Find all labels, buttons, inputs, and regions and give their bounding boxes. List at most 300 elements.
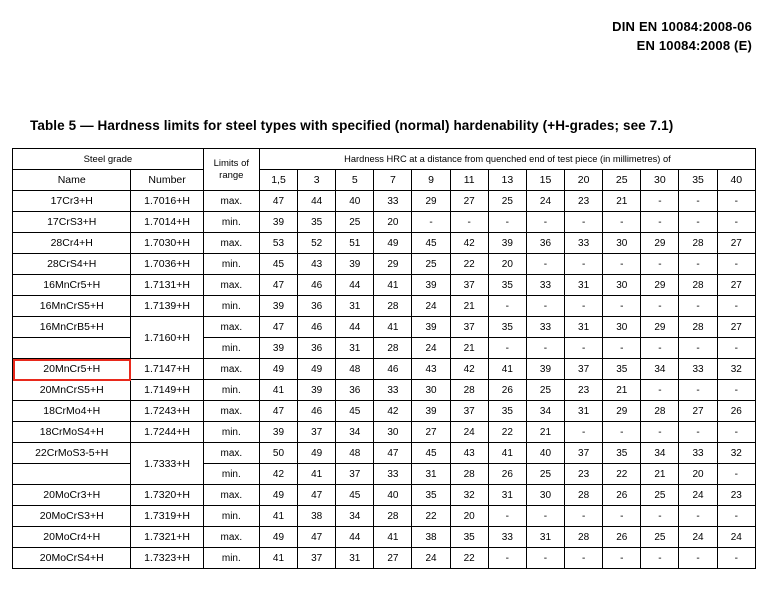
limit-of-range-cell: min. [203,548,259,569]
hardness-value-cell: 21 [450,338,488,359]
hardness-value-cell: 29 [603,401,641,422]
hardness-value-cell: 35 [603,359,641,380]
steel-grade-name-cell [13,359,131,380]
hardness-value-cell: - [641,254,679,275]
hardness-value-cell: - [679,212,717,233]
hardness-value-cell: 39 [259,212,297,233]
hardness-value-cell: 25 [336,212,374,233]
hardness-value-cell: - [488,506,526,527]
hardness-value-cell: 29 [641,275,679,296]
hardness-value-cell: - [717,191,755,212]
table-row [13,254,756,275]
hardness-value-cell: 44 [336,527,374,548]
hardness-value-cell: 47 [259,401,297,422]
steel-grade-name: 17CrS3+H [47,216,97,228]
steel-grade-number-cell: 1.7147+H [131,359,203,380]
hardness-value-cell: - [603,254,641,275]
hardness-value-cell: 41 [374,317,412,338]
hardness-value-cell: - [641,338,679,359]
hardness-value-cell: 52 [298,233,336,254]
hardness-value-cell: 40 [336,191,374,212]
steel-grade-name: 20MnCr5+H [43,363,101,375]
table-row [13,317,756,338]
hardness-value-cell: - [679,380,717,401]
hardness-value-cell: - [565,338,603,359]
hardness-value-cell: 33 [565,233,603,254]
steel-grade-number-cell: 1.7131+H [131,275,203,296]
hardness-value-cell: 37 [450,275,488,296]
hardness-value-cell: - [603,422,641,443]
hardness-value-cell: 36 [298,338,336,359]
hardness-value-cell: 27 [717,275,755,296]
table-row [13,212,756,233]
hardness-value-cell: 34 [641,443,679,464]
hardness-value-cell: - [679,338,717,359]
steel-grade-name-cell [13,401,131,422]
steel-grade-name: 22CrMoS3-5+H [35,447,109,459]
steel-grade-name-cell [13,527,131,548]
hardness-value-cell: 34 [336,422,374,443]
hardness-value-cell: 23 [565,380,603,401]
hardness-value-cell: 22 [450,548,488,569]
hardness-value-cell: - [717,548,755,569]
header-distance-6: 11 [450,170,488,191]
hardness-value-cell: 27 [679,401,717,422]
hardness-value-cell: 30 [374,422,412,443]
hardness-value-cell: 22 [450,254,488,275]
steel-grade-name-cell [13,191,131,212]
hardness-value-cell: 43 [450,443,488,464]
steel-grade-name: 20MoCr4+H [43,531,101,543]
hardness-value-cell: 28 [565,527,603,548]
hardness-value-cell: 34 [641,359,679,380]
steel-grade-name: 16MnCr5+H [43,279,101,291]
table-row [13,443,756,464]
limit-of-range-cell: min. [203,506,259,527]
table-row [13,296,756,317]
hardness-value-cell: 24 [679,527,717,548]
hardness-value-cell: - [565,212,603,233]
hardness-value-cell: 28 [565,485,603,506]
hardness-value-cell: - [565,548,603,569]
hardness-value-cell: 41 [374,275,412,296]
table-row [13,401,756,422]
hardness-value-cell: 31 [336,548,374,569]
hardness-value-cell: 41 [259,548,297,569]
hardness-value-cell: 24 [526,191,564,212]
table-row [13,359,756,380]
header-distance-10: 25 [603,170,641,191]
hardness-value-cell: 35 [450,527,488,548]
hardness-value-cell: 22 [412,506,450,527]
hardness-value-cell: 41 [488,359,526,380]
header-distance-4: 7 [374,170,412,191]
hardness-value-cell: 44 [298,191,336,212]
header-distance-9: 20 [565,170,603,191]
steel-grade-name: 20MoCr3+H [43,489,101,501]
hardness-value-cell: 31 [336,338,374,359]
hardness-value-cell: 38 [412,527,450,548]
hardness-value-cell: 33 [374,464,412,485]
limit-of-range-cell: max. [203,401,259,422]
hardness-value-cell: - [488,296,526,317]
hardness-value-cell: 50 [259,443,297,464]
hardness-value-cell: 34 [526,401,564,422]
header-number: Number [131,170,203,191]
hardness-value-cell: 23 [717,485,755,506]
header-distance-13: 40 [717,170,755,191]
hardness-value-cell: 40 [374,485,412,506]
limit-of-range-cell: min. [203,422,259,443]
hardness-value-cell: 35 [412,485,450,506]
hardness-value-cell: 28 [679,317,717,338]
hardness-value-cell: 32 [717,443,755,464]
steel-grade-name-cell [13,275,131,296]
hardness-value-cell: 29 [374,254,412,275]
steel-grade-number-cell: 1.7333+H [131,443,203,485]
table-row [13,380,756,401]
hardness-value-cell: 33 [679,359,717,380]
table-row [13,191,756,212]
steel-grade-name-cell [13,548,131,569]
hardness-value-cell: 38 [298,506,336,527]
hardness-value-cell: 49 [259,527,297,548]
hardness-value-cell: 43 [298,254,336,275]
hardness-value-cell: 24 [412,548,450,569]
hardness-value-cell: 45 [259,254,297,275]
hardness-value-cell: 44 [336,275,374,296]
hardness-value-cell: 39 [259,422,297,443]
limit-of-range-cell: min. [203,296,259,317]
steel-grade-number-cell: 1.7139+H [131,296,203,317]
hardness-value-cell: - [679,191,717,212]
limit-of-range-cell: max. [203,233,259,254]
hardness-value-cell: 24 [450,422,488,443]
hardness-value-cell: - [641,506,679,527]
hardness-value-cell: - [641,422,679,443]
hardness-value-cell: - [488,338,526,359]
hardness-value-cell: 39 [336,254,374,275]
hardness-value-cell: - [679,422,717,443]
limit-of-range-cell: max. [203,485,259,506]
steel-grade-number-cell: 1.7244+H [131,422,203,443]
hardness-value-cell: 25 [641,485,679,506]
hardness-value-cell: 49 [298,443,336,464]
hardness-value-cell: - [565,506,603,527]
header-distance-7: 13 [488,170,526,191]
hardness-value-cell: 24 [412,296,450,317]
header-distance-8: 15 [526,170,564,191]
hardness-value-cell: - [679,254,717,275]
hardness-value-cell: - [488,548,526,569]
hardness-value-cell: 31 [336,296,374,317]
hardness-value-cell: - [717,212,755,233]
hardness-value-cell: 28 [450,464,488,485]
steel-grade-number-cell: 1.7030+H [131,233,203,254]
hardness-value-cell: 40 [526,443,564,464]
hardness-value-cell: - [488,212,526,233]
hardness-value-cell: 39 [259,296,297,317]
hardness-value-cell: 28 [679,233,717,254]
hardness-value-cell: 27 [717,233,755,254]
header-distance-1: 1,5 [259,170,297,191]
hardness-value-cell: 27 [374,548,412,569]
hardness-value-cell: 39 [298,380,336,401]
hardness-value-cell: 30 [526,485,564,506]
hardness-value-cell: - [679,548,717,569]
hardness-value-cell: 53 [259,233,297,254]
hardness-value-cell: 36 [298,296,336,317]
hardness-value-cell: 34 [336,506,374,527]
hardness-value-cell: 39 [412,317,450,338]
steel-grade-name-cell [13,233,131,254]
hardness-value-cell: 39 [412,275,450,296]
hardness-value-cell: 28 [641,401,679,422]
hardness-value-cell: 31 [565,275,603,296]
table-row [13,527,756,548]
hardness-value-cell: - [641,296,679,317]
hardness-value-cell: 42 [259,464,297,485]
hardness-value-cell: 47 [374,443,412,464]
limit-of-range-cell: max. [203,359,259,380]
hardness-value-cell: 33 [526,317,564,338]
header-distance-12: 35 [679,170,717,191]
hardness-value-cell: 30 [603,233,641,254]
steel-grade-name: 20MoCrS3+H [39,510,104,522]
steel-grade-number-cell: 1.7323+H [131,548,203,569]
hardness-value-cell: 41 [259,380,297,401]
hardness-value-cell: - [565,422,603,443]
hardness-value-cell: 27 [412,422,450,443]
steel-grade-name: 20MnCrS5+H [39,384,104,396]
table-row [13,506,756,527]
hardness-value-cell: - [526,212,564,233]
hardness-value-cell: - [526,548,564,569]
hardness-value-cell: 41 [259,506,297,527]
hardness-value-cell: 43 [412,359,450,380]
table-row [13,485,756,506]
table-caption: Table 5 — Hardness limits for steel types with specified (normal) hardenability (+H-grades; see 7.1) [30,118,674,133]
hardness-value-cell: 33 [374,380,412,401]
hardness-value-cell: 28 [679,275,717,296]
hardness-value-cell: 28 [374,506,412,527]
hardness-value-cell: - [679,506,717,527]
hardness-value-cell: - [603,338,641,359]
hardness-value-cell: 37 [450,317,488,338]
steel-grade-name: 16MnCrB5+H [39,321,104,333]
steel-grade-number-cell: 1.7016+H [131,191,203,212]
document-standard-header [612,18,752,56]
header-limits-of-range: Limits of range [203,149,259,191]
hardness-value-cell: 29 [641,233,679,254]
hardness-value-cell: 21 [603,380,641,401]
steel-grade-name: 18CrMo4+H [43,405,101,417]
table-row [13,422,756,443]
limit-of-range-cell: min. [203,212,259,233]
hardness-table [12,148,756,569]
hardness-value-cell: 33 [374,191,412,212]
hardness-value-cell: 25 [526,380,564,401]
steel-grade-name-cell [13,464,131,485]
hardness-value-cell: 42 [450,233,488,254]
hardness-value-cell: 35 [488,275,526,296]
hardness-value-cell: - [526,254,564,275]
hardness-value-cell: 41 [488,443,526,464]
steel-grade-name-cell [13,485,131,506]
hardness-value-cell: 47 [259,191,297,212]
limit-of-range-cell: max. [203,275,259,296]
hardness-value-cell: 49 [298,359,336,380]
hardness-value-cell: 26 [603,485,641,506]
table-row [13,275,756,296]
steel-grade-name: 17Cr3+H [50,195,93,207]
steel-grade-name-cell [13,212,131,233]
hardness-value-cell: - [717,422,755,443]
hardness-value-cell: 35 [603,443,641,464]
hardness-value-cell: 45 [336,485,374,506]
hardness-value-cell: 37 [298,548,336,569]
hardness-value-cell: 47 [259,317,297,338]
hardness-value-cell: 47 [298,485,336,506]
limit-of-range-cell: max. [203,317,259,338]
hardness-value-cell: 21 [526,422,564,443]
hardness-value-cell: - [526,296,564,317]
steel-grade-name-cell [13,296,131,317]
hardness-value-cell: - [412,212,450,233]
hardness-value-cell: 26 [488,380,526,401]
header-distance-5: 9 [412,170,450,191]
hardness-value-cell: 28 [374,296,412,317]
table-row [13,464,756,485]
standard-en-line: EN 10084:2008 (E) [636,37,752,53]
hardness-value-cell: - [641,380,679,401]
standard-din-line: DIN EN 10084:2008-06 [612,19,752,34]
hardness-value-cell: 32 [717,359,755,380]
hardness-value-cell: 33 [488,527,526,548]
header-name: Name [13,170,131,191]
hardness-value-cell: 20 [679,464,717,485]
hardness-value-cell: 30 [412,380,450,401]
hardness-value-cell: 20 [488,254,526,275]
hardness-value-cell: 26 [488,464,526,485]
hardness-value-cell: - [526,506,564,527]
steel-grade-name: 16MnCrS5+H [39,300,104,312]
limit-of-range-cell: min. [203,464,259,485]
hardness-value-cell: 48 [336,443,374,464]
hardness-value-cell: 49 [374,233,412,254]
hardness-value-cell: 28 [374,338,412,359]
hardness-value-cell: 24 [412,338,450,359]
hardness-value-cell: 20 [450,506,488,527]
hardness-value-cell: 24 [679,485,717,506]
hardness-value-cell: - [717,296,755,317]
steel-grade-number-cell: 1.7321+H [131,527,203,548]
hardness-value-cell: - [717,380,755,401]
hardness-value-cell: 35 [488,317,526,338]
hardness-value-cell: 21 [603,191,641,212]
hardness-value-cell: 33 [526,275,564,296]
steel-grade-name: 20MoCrS4+H [39,552,104,564]
steel-grade-name-cell [13,380,131,401]
hardness-value-cell: 22 [488,422,526,443]
hardness-value-cell: 22 [603,464,641,485]
hardness-value-cell: - [603,548,641,569]
hardness-value-cell: 26 [603,527,641,548]
hardness-value-cell: 25 [412,254,450,275]
hardness-value-cell: 31 [488,485,526,506]
steel-grade-number-cell: 1.7319+H [131,506,203,527]
limit-of-range-cell: min. [203,380,259,401]
hardness-value-cell: 39 [488,233,526,254]
hardness-value-cell: 42 [450,359,488,380]
hardness-value-cell: 37 [298,422,336,443]
hardness-value-cell: 42 [374,401,412,422]
hardness-value-cell: 29 [641,317,679,338]
hardness-value-cell: - [565,254,603,275]
steel-grade-number-cell: 1.7243+H [131,401,203,422]
hardness-value-cell: 20 [374,212,412,233]
hardness-value-cell: 36 [336,380,374,401]
hardness-value-cell: - [717,338,755,359]
hardness-value-cell: 37 [450,401,488,422]
header-steel-grade: Steel grade [13,149,204,170]
hardness-value-cell: 48 [336,359,374,380]
hardness-value-cell: 51 [336,233,374,254]
table-row [13,233,756,254]
steel-grade-number-cell: 1.7014+H [131,212,203,233]
hardness-value-cell: - [641,548,679,569]
steel-grade-name-cell [13,443,131,464]
hardness-value-cell: - [603,296,641,317]
limit-of-range-cell: min. [203,338,259,359]
steel-grade-name-cell [13,254,131,275]
limit-of-range-cell: max. [203,527,259,548]
hardness-value-cell: - [603,212,641,233]
hardness-value-cell: - [641,212,679,233]
hardness-value-cell: 27 [450,191,488,212]
hardness-value-cell: 39 [259,338,297,359]
hardness-value-cell: 25 [488,191,526,212]
table-header-row-2 [13,170,756,191]
hardness-value-cell: 47 [298,527,336,548]
hardness-table-wrapper [12,148,756,569]
hardness-value-cell: 39 [526,359,564,380]
header-distance-3: 5 [336,170,374,191]
table-row [13,548,756,569]
hardness-value-cell: 21 [450,296,488,317]
steel-grade-name: 28Cr4+H [50,237,93,249]
hardness-value-cell: 31 [412,464,450,485]
hardness-value-cell: 49 [259,359,297,380]
hardness-value-cell: 35 [488,401,526,422]
steel-grade-number-cell: 1.7149+H [131,380,203,401]
hardness-value-cell: - [603,506,641,527]
table-header-row-1 [13,149,756,170]
steel-grade-name-cell [13,338,131,359]
hardness-value-cell: 33 [679,443,717,464]
hardness-value-cell: 37 [336,464,374,485]
header-distance-11: 30 [641,170,679,191]
hardness-value-cell: - [717,254,755,275]
hardness-value-cell: 31 [565,317,603,338]
hardness-value-cell: 47 [259,275,297,296]
hardness-value-cell: 46 [298,317,336,338]
hardness-value-cell: 29 [412,191,450,212]
steel-grade-name: 28CrS4+H [47,258,97,270]
hardness-value-cell: - [717,464,755,485]
hardness-value-cell: 23 [565,191,603,212]
hardness-value-cell: 24 [717,527,755,548]
